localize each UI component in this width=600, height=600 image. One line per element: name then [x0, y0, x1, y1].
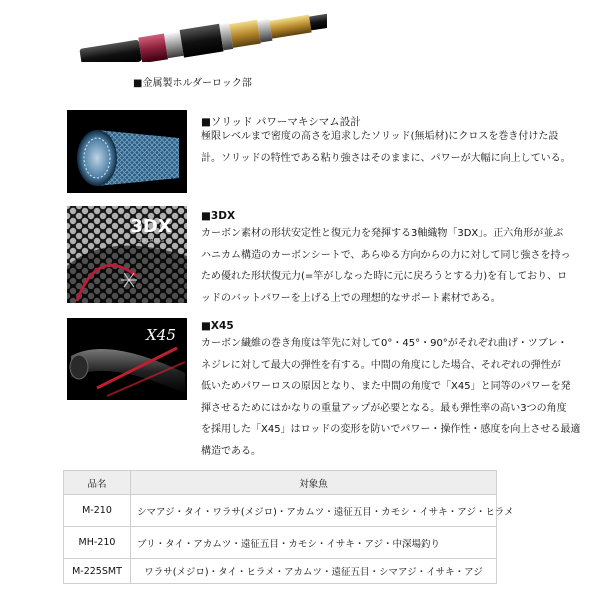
feature-title-solid: ■ソリッド パワーマキシマム設計 — [201, 116, 361, 128]
rod-holder-photo — [72, 0, 327, 62]
table-row — [64, 559, 497, 584]
x45-image — [67, 318, 187, 400]
feature-body-solid — [201, 126, 571, 169]
header-model: 品名 — [64, 471, 131, 495]
text-line: カーボン素材の形状安定性と復元力を発揮する3軸織物「3DX」。正六角形が並ぶ — [201, 228, 564, 239]
text-line: ため優れた形状復元力(=竿がしなった時に元に戻ろうとする力)を有しており、ロ — [201, 271, 568, 282]
text-line: 計。ソリッドの特性である粘り強さはそのままに、パワーが大幅に向上している。 — [201, 152, 571, 164]
text-line: 極限レベルまで密度の高さを追求したソリッド(無垢材)にクロスを巻き付けた設 — [201, 131, 559, 142]
model-cell: M-225SMT — [64, 559, 131, 584]
text-line: 揮させるためにはかなりの重量アップが必要となる。最も弾性率の高い3つの角度 — [201, 402, 567, 414]
feature-body-3dx — [201, 223, 571, 309]
model-cell: MH-210 — [64, 527, 131, 559]
target-fish-table — [63, 470, 514, 584]
solid-structure-image — [67, 110, 187, 193]
fish-cell: シマアジ・タイ・ワラサ(メジロ)・アカムツ・遠征五目・カモシ・イサキ・アジ・ヒラメ — [131, 495, 497, 527]
3dx-sub-text: 3D CROSS — [138, 238, 164, 244]
table-header-row — [64, 471, 497, 495]
table-row — [64, 495, 497, 527]
3dx-logo-text: 3DX — [130, 216, 172, 237]
text-line: 構造である。 — [201, 445, 261, 457]
holder-caption: ■金属製ホルダーロック部 — [133, 78, 252, 89]
text-line: 低いためパワーロスの原因となり、また中間の角度で「X45」と同等のパワーを発 — [201, 381, 571, 392]
3dx-image — [67, 206, 187, 303]
text-line: ッドのバットパワーを上げる上での理想的なサポート素材である。 — [201, 292, 501, 304]
feature-body-x45 — [201, 333, 581, 462]
text-line: を採用した「X45」はロッドの変形を防いでパワー・操作性・感度を向上させる最適 — [201, 424, 581, 435]
feature-title-3dx: ■3DX — [201, 210, 236, 222]
text-line: ハニカム構造のカーボンシートで、あらゆる方向からの力に対して同じ強さを持っ — [201, 249, 571, 261]
table-row — [64, 527, 497, 559]
text-line: カーボン繊維の巻き角度は竿先に対して0°・45°・90°がそれぞれ曲げ・ツブレ・ — [201, 338, 568, 349]
fish-cell: ワラサ(メジロ)・タイ・ヒラメ・アカムツ・遠征五目・シマアジ・イサキ・アジ — [131, 559, 497, 584]
fish-cell: ブリ・タイ・アカムツ・遠征五目・カモシ・イサキ・アジ・中深場釣り — [131, 527, 497, 559]
model-cell: M-210 — [64, 495, 131, 527]
x45-logo-text: X45 — [146, 326, 176, 344]
header-target-fish: 対象魚 — [131, 471, 497, 495]
feature-title-x45: ■X45 — [201, 320, 234, 332]
text-line: ネジレに対して最大の弾性を有する。中間の角度にした場合、それぞれの弾性が — [201, 359, 561, 371]
